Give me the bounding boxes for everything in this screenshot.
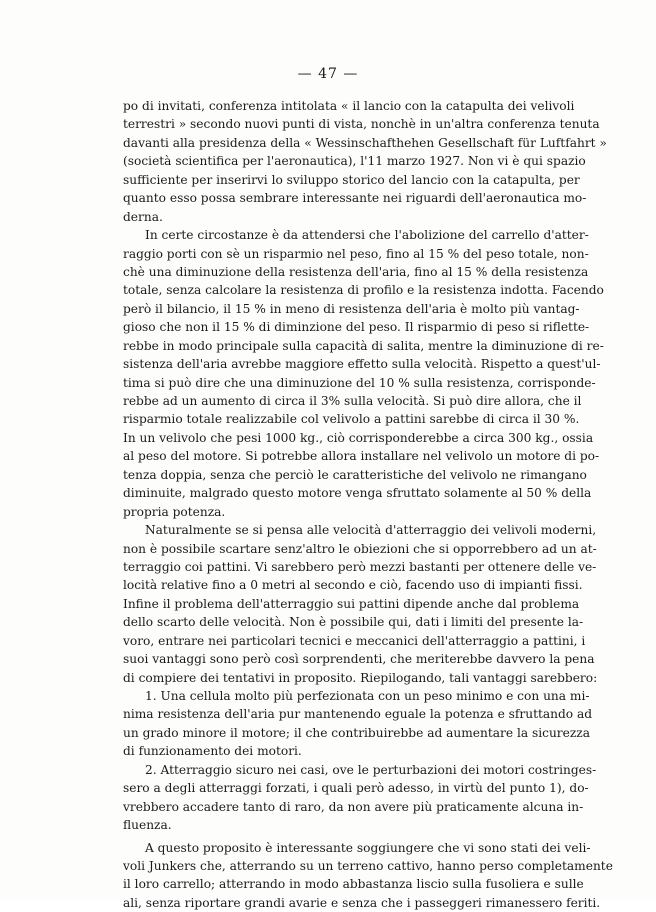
text-line: (società scientifica per l'aeronautica), l'11 marzo 1927. Non vi è qui spazio — [123, 152, 544, 170]
text-line: totale, senza calcolare la resistenza di profilo e la resistenza indotta. Facendo — [123, 281, 544, 299]
page-number: — 47 — — [0, 66, 656, 82]
text-line: il loro carrello; atterrando in modo abbastanza liscio sulla fusoliera e sulle — [123, 875, 544, 893]
text-line: chè una diminuzione della resistenza dell'aria, fino al 15 % della resistenza — [123, 263, 544, 281]
paragraph — [123, 839, 544, 912]
text-line: diminuite, malgrado questo motore venga sfruttato solamente al 50 % della — [123, 484, 544, 502]
text-line: suoi vantaggi sono però così sorprendenti, che meriterebbe davvero la pena — [123, 650, 544, 668]
text-line: Infine il problema dell'atterraggio sui pattini dipende anche dal problema — [123, 595, 544, 613]
text-line: un grado minore il motore; il che contribuirebbe ad aumentare la sicurezza — [123, 724, 544, 742]
text-line: derna. — [123, 208, 544, 226]
text-line: quanto esso possa sembrare interessante nei riguardi dell'aeronautica mo- — [123, 189, 544, 207]
paragraph — [123, 226, 544, 521]
text-line: 2. Atterraggio sicuro nei casi, ove le perturbazioni dei motori costringes- — [123, 761, 544, 779]
text-line: A questo proposito è interessante soggiungere che vi sono stati dei veli- — [123, 839, 544, 857]
text-line: sistenza dell'aria avrebbe maggiore effetto sulla velocità. Rispetto a quest'ul- — [123, 355, 544, 373]
text-line: davanti alla presidenza della « Wessinschafthehen Gesellschaft für Luftfahrt » — [123, 134, 544, 152]
text-line: terrestri » secondo nuovi punti di vista, nonchè in un'altra conferenza tenuta — [123, 115, 544, 133]
text-line: voli Junkers che, atterrando su un terreno cattivo, hanno perso completamente — [123, 857, 544, 875]
text-line: nima resistenza dell'aria pur mantenendo eguale la potenza e sfruttando ad — [123, 705, 544, 723]
text-line: tenza doppia, senza che perciò le caratteristiche del velivolo ne rimangano — [123, 466, 544, 484]
body-text — [123, 97, 544, 912]
text-line: sufficiente per inserirvi lo sviluppo storico del lancio con la catapulta, per — [123, 171, 544, 189]
text-line: risparmio totale realizzabile col velivolo a pattini sarebbe di circa il 30 %. — [123, 410, 544, 428]
text-line: di funzionamento dei motori. — [123, 742, 544, 760]
paragraph — [123, 521, 544, 687]
text-line: locità relative fino a 0 metri al secondo e ciò, facendo uso di impianti fissi. — [123, 576, 544, 594]
list-item — [123, 761, 544, 835]
text-line: Naturalmente se si pensa alle velocità d'atterraggio dei velivoli moderni, — [123, 521, 544, 539]
text-line: tima si può dire che una diminuzione del 10 % sulla resistenza, corrisponde- — [123, 374, 544, 392]
text-line: di compiere dei tentativi in proposito. Riepilogando, tali vantaggi sarebbero: — [123, 669, 544, 687]
text-line: raggio porti con sè un risparmio nel peso, fino al 15 % del peso totale, non- — [123, 245, 544, 263]
text-line: sero a degli atterraggi forzati, i quali però adesso, in virtù del punto 1), do- — [123, 779, 544, 797]
text-line: propria potenza. — [123, 503, 544, 521]
list-item — [123, 687, 544, 761]
text-line: ali, senza riportare grandi avarie e senza che i passeggeri rimanessero feriti. — [123, 894, 544, 912]
text-line: fluenza. — [123, 816, 544, 834]
text-line: vrebbero accadere tanto di raro, da non avere più praticamente alcuna in- — [123, 798, 544, 816]
paragraph — [123, 97, 544, 226]
text-line: terraggio coi pattini. Vi sarebbero però mezzi bastanti per ottenere delle ve- — [123, 558, 544, 576]
text-line: però il bilancio, il 15 % in meno di resistenza dell'aria è molto più vantag- — [123, 300, 544, 318]
text-line: gioso che non il 15 % di diminzione del peso. Il risparmio di peso si riflette- — [123, 318, 544, 336]
text-line: rebbe ad un aumento di circa il 3% sulla velocità. Si può dire allora, che il — [123, 392, 544, 410]
text-line: In certe circostanze è da attendersi che l'abolizione del carrello d'atter- — [123, 226, 544, 244]
text-line: voro, entrare nei particolari tecnici e meccanici dell'atterraggio a pattini, i — [123, 632, 544, 650]
text-line: 1. Una cellula molto più perfezionata con un peso minimo e con una mi- — [123, 687, 544, 705]
text-line: rebbe in modo principale sulla capacità di salita, mentre la diminuzione di re- — [123, 337, 544, 355]
text-line: In un velivolo che pesi 1000 kg., ciò corrisponderebbe a circa 300 kg., ossia — [123, 429, 544, 447]
text-line: al peso del motore. Si potrebbe allora installare nel velivolo un motore di po- — [123, 447, 544, 465]
text-line: po di invitati, conferenza intitolata « il lancio con la catapulta dei velivoli — [123, 97, 544, 115]
text-line: dello scarto delle velocità. Non è possibile qui, dati i limiti del presente la- — [123, 613, 544, 631]
text-line: non è possibile scartare senz'altro le obiezioni che si opporrebbero ad un at- — [123, 540, 544, 558]
